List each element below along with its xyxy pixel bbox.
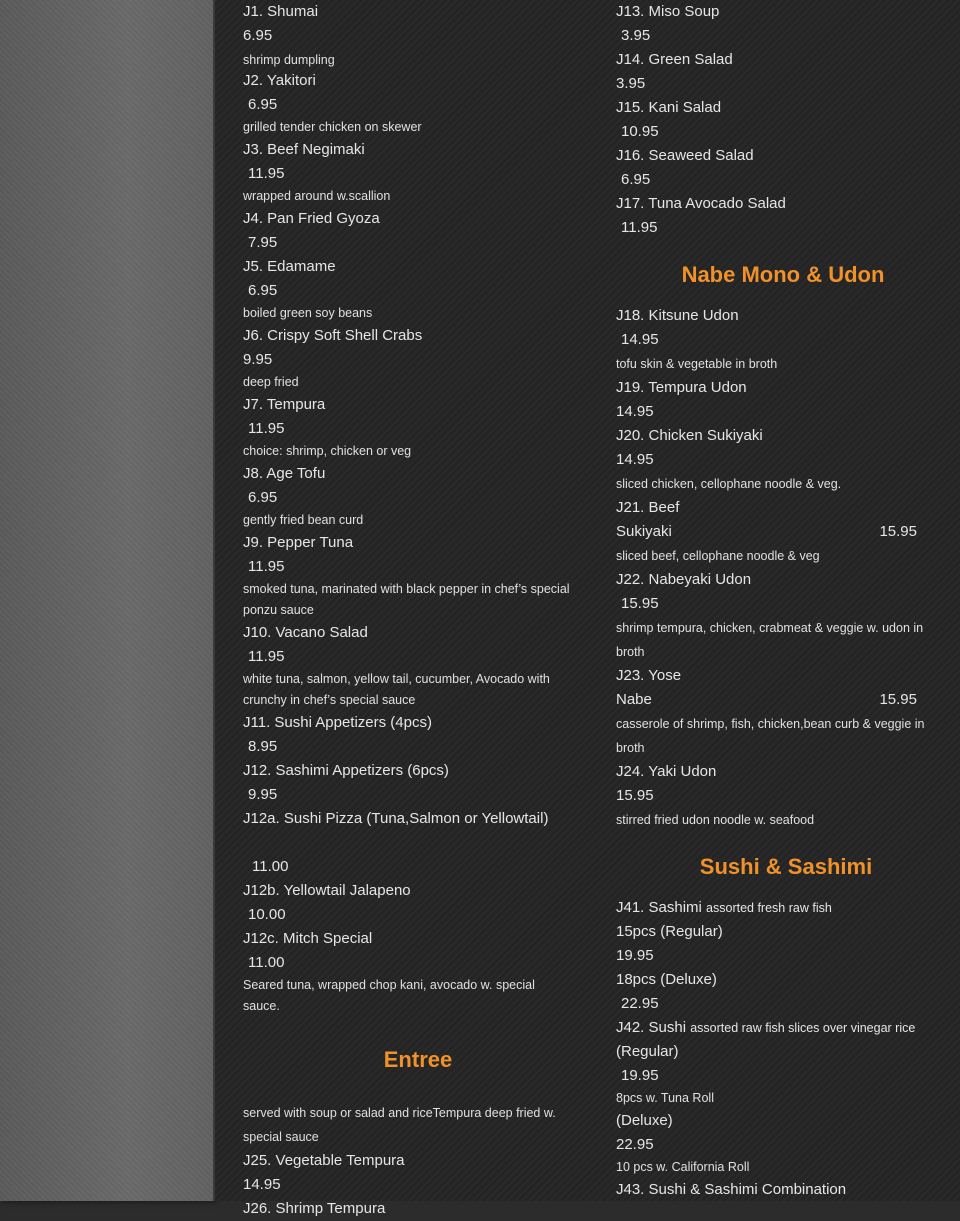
item-price: 11.00 [252,858,289,875]
item-name: J4. Pan Fried Gyoza [243,210,380,227]
menu-item [616,376,940,424]
menu-item [243,138,593,207]
item-desc: 8pcs w. Tuna Roll [616,1091,714,1105]
menu-item [243,462,593,531]
item-price: 6.95 [248,282,278,299]
item-name: J2. Yakitori [243,72,316,89]
item-name: J11. Sushi Appetizers (4pcs) [243,714,432,731]
item-price: 15.95 [879,691,917,708]
item-desc: tofu skin & vegetable in broth [616,357,778,371]
item-name: J13. Miso Soup [616,3,720,20]
item-desc: stirred fried udon noodle w. seafood [616,813,815,827]
item-option: 18pcs (Deluxe) [616,971,717,988]
item-price: 10.00 [248,906,286,923]
item-price: 9.95 [248,786,278,803]
item-price: 11.95 [248,558,285,575]
menu-item [616,96,940,144]
item-option: (Regular) [616,1043,679,1060]
item-name: J18. Kitsune Udon [616,307,739,324]
item-name: J12a. Sushi Pizza (Tuna,Salmon or Yellowtail) [243,810,549,827]
item-name: Nabe [616,691,652,708]
item-desc: wrapped around w.scallion [243,189,391,203]
item-name: Sukiyaki [616,523,672,540]
item-title-row [616,1016,940,1040]
item-row [616,520,940,544]
menu-item [243,0,593,72]
item-name: J26. Shrimp Tempura [243,1200,386,1217]
item-price: 11.95 [621,219,658,236]
item-desc: Seared tuna, wrapped chop kani, avocado w. special sauce. [243,978,535,1013]
menu-item [616,1178,940,1202]
item-name: J17. Tuna Avocado Salad [616,195,786,212]
item-price: 10.95 [621,123,659,140]
item-price: 8.95 [248,738,278,755]
item-note: assorted raw fish slices over vinegar rice [690,1021,916,1035]
section-title-entree: Entree [383,1047,453,1072]
item-price: 22.95 [621,995,659,1012]
item-price: 14.95 [621,331,659,348]
menu-item [616,0,940,48]
item-desc: smoked tuna, marinated with black pepper in chef’s special ponzu sauce [243,582,570,617]
item-name: J19. Tempura Udon [616,379,747,396]
item-name: J6. Crispy Soft Shell Crabs [243,327,423,344]
menu-item [616,48,940,96]
item-name: J22. Nabeyaki Udon [616,571,752,588]
item-title-row [616,896,940,920]
menu-item [243,324,593,393]
menu-item [616,664,940,760]
item-price: 6.95 [248,489,278,506]
item-name: J12c. Mitch Special [243,930,373,947]
menu-item-sushi [616,1016,940,1178]
item-desc: shrimp tempura, chicken, crabmeat & veggie w. udon in broth [616,621,924,659]
item-desc: choice: shrimp, chicken or veg [243,444,412,458]
item-price: 14.95 [243,1176,281,1193]
item-name: J25. Vegetable Tempura [243,1152,405,1169]
item-desc: gently fried bean curd [243,513,364,527]
item-price: 14.95 [616,403,654,420]
item-name: J12b. Yellowtail Jalapeno [243,882,411,899]
item-name: J41. Sashimi [616,899,702,916]
section-title-nabe: Nabe Mono & Udon [681,262,885,287]
item-name: J20. Chicken Sukiyaki [616,427,763,444]
item-desc: boiled green soy beans [243,306,373,320]
item-price: 6.95 [621,171,651,188]
item-name: J9. Pepper Tuna [243,534,354,551]
item-name: J3. Beef Negimaki [243,141,365,158]
menu-item [616,144,940,192]
item-desc: casserole of shrimp, fish, chicken,bean curb & veggie in broth [616,717,925,755]
left-menu-column [243,0,593,1221]
item-row [616,688,940,712]
menu-item [243,255,593,324]
right-menu-column [616,0,940,1202]
menu-item [243,711,593,759]
item-name: J15. Kani Salad [616,99,722,116]
menu-item [616,424,940,496]
item-price: 11.00 [248,954,285,971]
item-price: 6.95 [243,27,273,44]
item-price: 15.95 [879,523,917,540]
item-price: 15.95 [616,787,654,804]
item-price: 19.95 [621,1067,659,1084]
section-title-sushi: Sushi & Sashimi [699,854,873,879]
item-desc: sliced beef, cellophane noodle & veg [616,549,820,563]
item-price: 7.95 [248,234,278,251]
item-price: 3.95 [621,27,651,44]
menu-item [616,304,940,376]
item-name: J43. Sushi & Sashimi Combination [616,1181,847,1198]
menu-item [243,879,593,927]
item-price: 11.95 [248,165,285,182]
menu-item [616,192,940,240]
item-price: 11.95 [248,420,285,437]
menu-item [616,760,940,832]
item-price: 19.95 [616,947,654,964]
item-price: 6.95 [248,96,278,113]
item-option: (Deluxe) [616,1112,673,1129]
sidebar-panel [0,0,215,1201]
item-name: J14. Green Salad [616,51,733,68]
menu-item [243,531,593,621]
item-name: J8. Age Tofu [243,465,326,482]
item-desc: sliced chicken, cellophane noodle & veg. [616,477,842,491]
menu-item [243,69,593,138]
menu-item [243,621,593,711]
menu-item [243,807,593,879]
item-desc: deep fried [243,375,299,389]
item-desc: grilled tender chicken on skewer [243,120,422,134]
item-price: 3.95 [616,75,646,92]
menu-item [243,207,593,255]
item-note: assorted fresh raw fish [706,901,832,915]
menu-item [243,1149,593,1197]
item-name: J42. Sushi [616,1019,687,1036]
menu-item [243,927,593,1017]
item-name: J10. Vacano Salad [243,624,368,641]
item-desc: 10 pcs w. California Roll [616,1160,750,1174]
item-name: J23. Yose [616,667,682,684]
item-name: J24. Yaki Udon [616,763,717,780]
item-name: J5. Edamame [243,258,336,275]
menu-item-sashimi [616,896,940,1016]
item-price: 14.95 [616,451,654,468]
item-name: J12. Sashimi Appetizers (6pcs) [243,762,449,779]
menu-item [616,496,940,568]
item-name: J21. Beef [616,499,680,516]
item-name: J16. Seaweed Salad [616,147,754,164]
menu-item [616,568,940,664]
item-name: J1. Shumai [243,3,319,20]
item-price: 22.95 [616,1136,654,1153]
menu-item [243,759,593,807]
item-desc: shrimp dumpling [243,53,335,67]
item-price: 11.95 [248,648,285,665]
item-desc: white tuna, salmon, yellow tail, cucumber, Avocado with crunchy in chef’s special sauce [243,672,550,707]
item-option: 15pcs (Regular) [616,923,723,940]
item-price: 15.95 [621,595,659,612]
item-price: 9.95 [243,351,273,368]
menu-item [243,393,593,462]
entree-note: served with soup or salad and riceTempura deep fried w. special sauce [243,1106,556,1144]
item-name: J7. Tempura [243,396,326,413]
